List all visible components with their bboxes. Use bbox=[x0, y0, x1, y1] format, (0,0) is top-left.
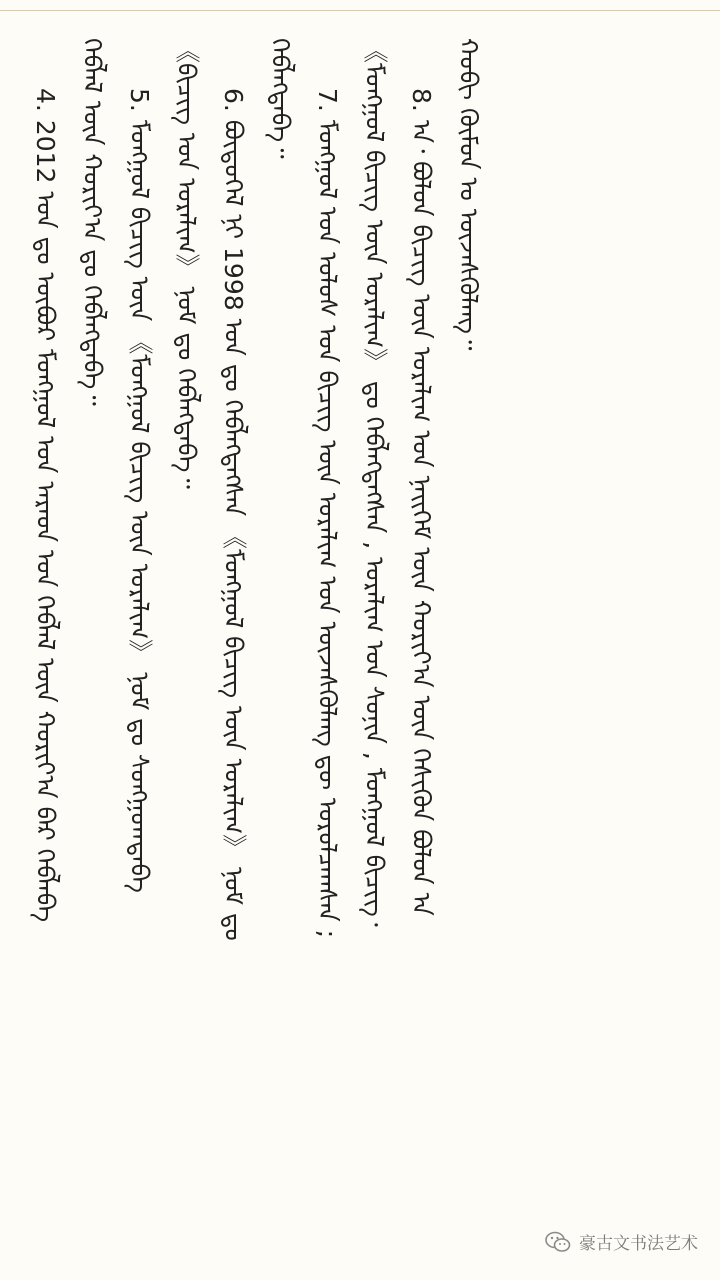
list-item-5 bbox=[116, 38, 210, 1218]
item-line: ᠪᠦᠲᠦᠭᠡᠯ ᠨᠢ 1998 ᠣᠨ ᠳᠤ ᠬᠡᠪᠯᠡᠭᠳᠡᠭᠰᠡᠨ 《ᠮᠣᠩᠭᠣᠯ ᠪᠢᠴᠢᠭ ᠦᠨ ᠤᠷᠠᠯᠢᠭ》 ᠨᠣᠮ ᠳᠤ bbox=[219, 119, 248, 941]
item-line: ᠬᠡᠪᠯᠡᠭᠳᠡᠪᠡ᠃ bbox=[266, 38, 295, 159]
item-number: 8. bbox=[407, 88, 436, 112]
item-line: ᠬᠤᠪᠢ ᠬᠦᠮᠦᠨ ᠤ ᠦᠵᠡᠰᠬᠦᠯᠡᠩ᠃ bbox=[454, 38, 483, 351]
mongolian-text-block bbox=[22, 38, 492, 1218]
item-line: ᠬᠡᠪᠯᠡᠯ ᠦᠨ ᠬᠣᠷᠢᠶ᠎ᠠ ᠳᠤ ᠬᠡᠪᠯᠡᠭᠳᠡᠪᠡ᠃ bbox=[78, 38, 107, 406]
item-line: 《ᠪᠢᠴᠢᠭ ᠤᠨ ᠤᠷᠠᠯᠢᠭ》 ᠨᠣᠮ ᠳᠤ ᠬᠡᠪᠯᠡᠭᠳᠡᠪᠡ᠃ bbox=[172, 38, 201, 489]
list-item-7 bbox=[304, 38, 398, 1218]
item-line: 2012 ᠣᠨ ᠳᠤ ᠥᠪᠥᠷ ᠮᠣᠩᠭᠣᠯ ᠤᠨ ᠠᠷᠠᠳ ᠤᠨ ᠬᠡᠪᠯᠡᠯ ᠦᠨ ᠬᠣᠷᠢᠶ᠎ᠠ ᠪᠡᠷ ᠬᠡᠪᠯᠡᠪᠡ bbox=[31, 119, 60, 923]
item-line: ᠮᠣᠩᠭᠣᠯ ᠤᠨ ᠤᠯᠤᠰ ᠤᠨ ᠪᠢᠴᠢᠭ ᠦᠨ ᠤᠷᠠᠯᠢᠭ ᠤᠨ ᠦᠵᠡᠰᠬᠦᠯᠡᠩ ᠳᠦ ᠣᠷᠣᠯᠴᠠᠭᠰᠠᠨ ; bbox=[313, 119, 342, 939]
top-divider bbox=[0, 10, 720, 11]
item-line: ᠠ᠂ ᠪᠣᠯᠤᠨ ᠪᠢᠴᠢᠭ ᠦᠨ ᠤᠷᠠᠯᠢᠭ ᠤᠨ ᠨᠡᠢᠭᠡᠮ ᠦᠨ ᠬᠣᠷᠢᠶ᠎ᠠ ᠦᠨ ᠭᠡᠰᠢᠭᠦᠨ ᠪᠣᠯᠤᠨ ᠠ bbox=[407, 119, 436, 916]
item-number: 4. bbox=[31, 88, 60, 112]
wechat-icon bbox=[545, 1231, 571, 1253]
item-number: 7. bbox=[313, 88, 342, 112]
item-line: 《ᠮᠣᠩᠭᠣᠯ ᠪᠢᠴᠢᠭ ᠦᠨ ᠤᠷᠠᠯᠢᠭ》 ᠳᠤ ᠬᠡᠪᠯᠡᠭᠳᠡᠭᠰᠡᠨ , ᠤᠷᠠᠯᠢᠭ ᠤᠨ ᠰᠣᠨᠢᠨ , ᠮᠣᠩᠭᠣᠯ ᠪᠢᠴᠢᠭ᠂ bbox=[360, 38, 389, 927]
list-item-8 bbox=[398, 38, 492, 1218]
item-line: ᠮᠣᠩᠭᠣᠯ ᠪᠢᠴᠢᠭ ᠦᠨ 《ᠮᠣᠩᠭᠣᠯ ᠪᠢᠴᠢᠭ ᠦᠨ ᠤᠷᠠᠯᠢᠭ》 ᠨᠣᠮ ᠳᠤ ᠰᠣᠩᠭᠣᠭᠳᠠᠪᠠ bbox=[125, 119, 154, 893]
list-item-4 bbox=[22, 38, 116, 1218]
watermark-text: 豪古文书法艺术 bbox=[579, 1234, 698, 1254]
item-number: 6. bbox=[219, 88, 248, 112]
list-item-6 bbox=[210, 38, 304, 1218]
item-number: 5. bbox=[125, 88, 154, 112]
watermark bbox=[545, 1229, 698, 1254]
